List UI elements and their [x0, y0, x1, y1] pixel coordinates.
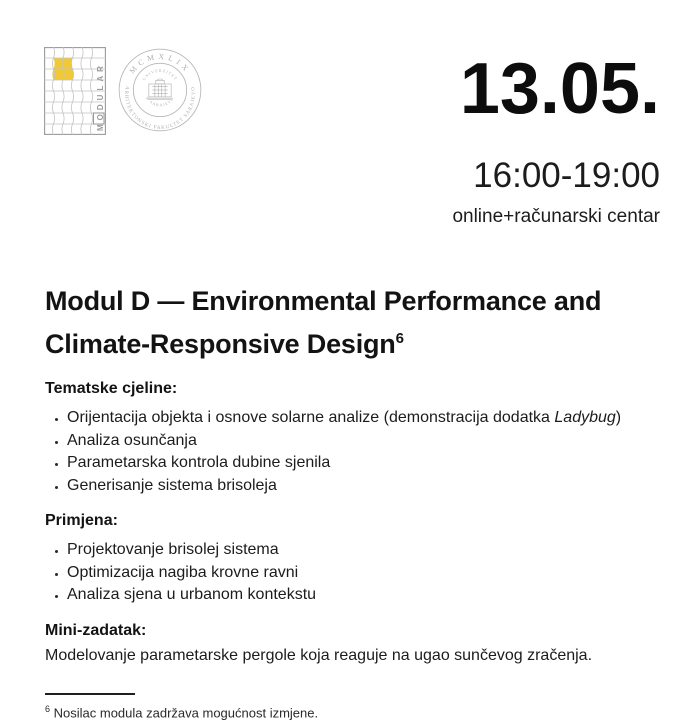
seal-university-top-text: UNIVERZITET: [141, 67, 179, 82]
list-item: [67, 475, 663, 498]
event-time: 16:00-19:00: [473, 156, 660, 195]
applications-list: [52, 539, 663, 607]
seal-building-icon: [147, 79, 173, 100]
module-title-line1: Modul D — Environmental Performance and: [45, 286, 602, 316]
event-location: online+računarski centar: [452, 206, 660, 227]
list-item: [67, 562, 663, 585]
section-label-mini-zadatak: Mini-zadatak:: [45, 621, 147, 639]
section-label-primjena: Primjena:: [45, 512, 118, 529]
modular-wordmark: MODULAR: [96, 62, 105, 131]
list-item: [67, 430, 663, 453]
topics-list: [52, 407, 663, 497]
list-item: [67, 407, 663, 430]
seal-university-bottom-text: U SARAJEVU: [144, 95, 176, 108]
footnote-ref: 6: [45, 703, 51, 714]
list-item-text: Projektovanje brisolej sistema: [67, 541, 279, 558]
module-title: [45, 283, 663, 363]
list-item-text: ): [615, 409, 622, 426]
module-title-line2: Climate-Responsive Design: [45, 329, 396, 359]
list-item: [67, 584, 663, 607]
list-item: [67, 539, 663, 562]
modular-logo: [44, 47, 106, 135]
footnote-text: [45, 701, 663, 721]
footnote: [45, 693, 663, 721]
logo-row: [44, 47, 203, 135]
title-footnote-ref: 6: [395, 330, 404, 347]
list-item-text: Generisanje sistema brisoleja: [67, 476, 277, 494]
list-item-text: Analiza sjena u urbanom kontekstu: [67, 586, 317, 603]
section-label-tematske-cjeline: Tematske cjeline:: [45, 380, 178, 397]
footnote-divider: [45, 693, 135, 695]
list-item-text: Optimizacija nagiba krovne ravni: [67, 563, 299, 581]
event-info: [452, 49, 660, 228]
list-item: [67, 452, 663, 475]
seal-year-text: MCMXLIX: [127, 51, 193, 76]
mini-task-text: Modelovanje parametarske pergole koja reaguje na ugao sunčevog zračenja.: [45, 646, 593, 664]
list-item-text: Orijentacija objekta i osnove solarne analize (demonstracija dodatka: [67, 409, 555, 426]
list-item-text: Analiza osunčanja: [67, 431, 197, 449]
footnote-body: Nosilac modula zadržava mogućnost izmjene.: [53, 704, 319, 720]
list-item-text: Parametarska kontrola dubine sjenila: [67, 454, 331, 471]
event-date: 13.05.: [459, 49, 660, 129]
list-item-italic: Ladybug: [554, 409, 616, 426]
university-seal-icon: [117, 47, 203, 133]
module-content: [45, 283, 663, 721]
seal-institution-text: ARHITEKTONSKI FAKULTET SARAJEVO: [123, 85, 197, 131]
